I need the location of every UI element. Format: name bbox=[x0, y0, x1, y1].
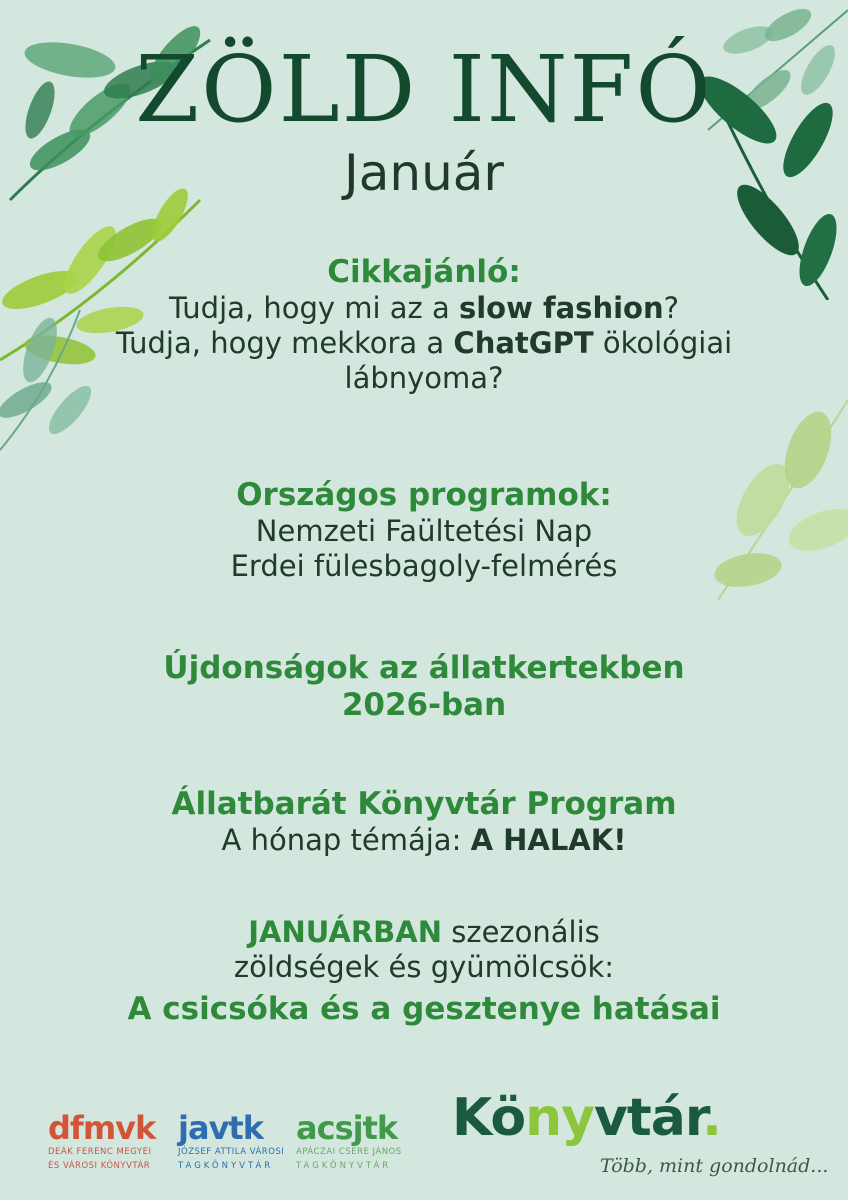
logo-acsjtk: acsjtk APÁCZAI CSERE JÁNOS TAGKÖNYVTÁR bbox=[296, 1109, 402, 1171]
seasonal-line: zöldségek és gyümölcsök: bbox=[233, 949, 615, 984]
logo-dfmvk: dfmvk DEÁK FERENC MEGYEI ÉS VÁROSI KÖNYVTÁR bbox=[48, 1109, 156, 1171]
logo-javtk: javtk JÓZSEF ATTILA VÁROSI TAGKÖNYVTÁR bbox=[178, 1109, 285, 1171]
section-heading: Országos programok: bbox=[236, 477, 612, 513]
tagline: Több, mint gondolnád... bbox=[600, 1155, 829, 1177]
program-item: Erdei fülesbagoly-felmérés bbox=[230, 548, 618, 583]
section-national-programs bbox=[0, 477, 848, 584]
program-item: Nemzeti Faültetési Nap bbox=[255, 514, 593, 549]
seasonal-line: JANUÁRBAN szezonális bbox=[248, 915, 600, 949]
section-animal-friendly-library bbox=[0, 786, 848, 858]
month-theme: A hónap témája: A HALAK! bbox=[221, 823, 627, 858]
section-heading: Állatbarát Könyvtár Program bbox=[171, 786, 677, 822]
article-line: Tudja, hogy mekkora a ChatGPT ökológiai bbox=[115, 325, 733, 360]
section-heading: 2026-ban bbox=[341, 687, 507, 724]
article-line: lábnyoma? bbox=[344, 360, 504, 395]
article-line: Tudja, hogy mi az a slow fashion? bbox=[168, 291, 680, 326]
page-subtitle: Január bbox=[344, 144, 504, 202]
section-heading: Cikkajánló: bbox=[327, 254, 521, 290]
section-heading: Újdonságok az állatkertekben bbox=[163, 650, 685, 686]
konyvtar-logo: Könyvtár. bbox=[452, 1088, 721, 1148]
section-seasonal-produce bbox=[0, 915, 848, 1028]
seasonal-highlight: A csicsóka és a gesztenye hatásai bbox=[127, 990, 721, 1027]
page-title: ZÖLD INFÓ bbox=[135, 36, 713, 143]
section-article-recommendation bbox=[0, 254, 848, 396]
section-zoo-news bbox=[0, 650, 848, 724]
